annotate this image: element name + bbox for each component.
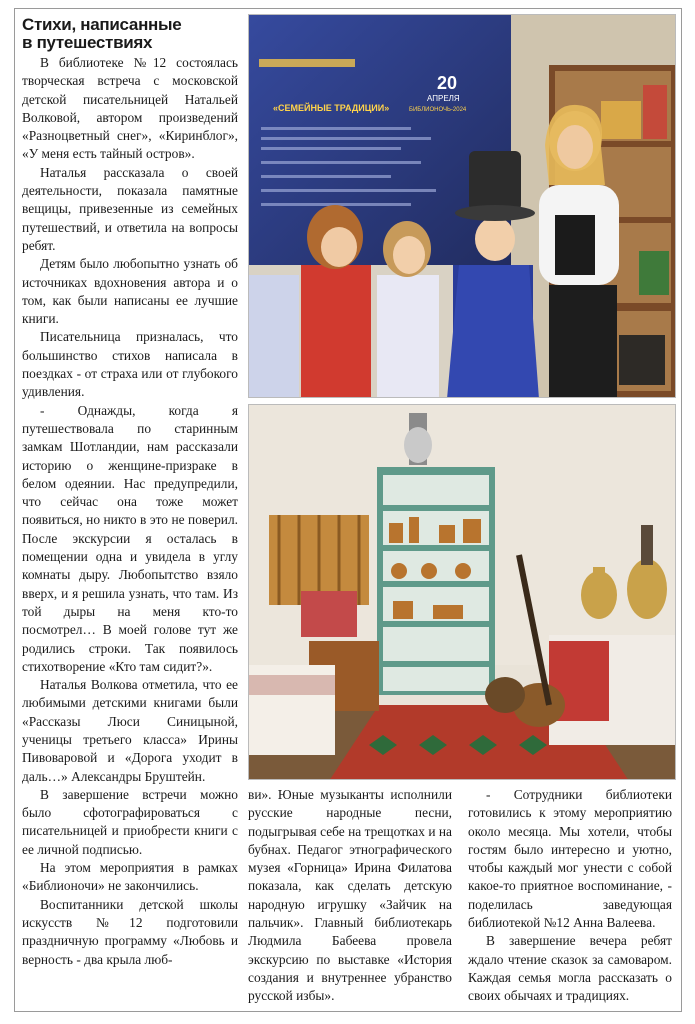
paragraph: Детям было любопытно узнать об источниках вдохновения автора и о том, как были написаны ее лучшие книги. [22,256,238,327]
screen-date: 20 [437,73,458,93]
paragraph: На этом мероприятия в рамках «Библионочи» не закончились. [22,860,238,894]
event-photo [248,14,676,398]
article-headline [22,16,238,52]
paragraph: Писательница призналась, что большинство стихов написала в поездках - от страха или от глубокого удивления. [22,329,238,400]
right-column [468,786,672,1006]
bottom-columns [248,786,676,1010]
paragraph: Наталья Волкова отметила, что ее любимыми детскими книгами были «Рассказы Люси Синицыной, ученицы третьего класса» Ирины Пивоваровой и «Дорога уходит в даль…» Александры Бруштейн. [22,677,238,784]
middle-column [248,786,452,1006]
paragraph: В завершение встречи можно было сфотографироваться с писательницей и приобрести книги с ее личной подписью. [22,786,238,857]
paragraph: ви». Юные музыканты исполнили русские народные песни, подыгрывая себе на трещотках и на бубнах. Педагог этнографического музея «Горница» Ирина Филатова показала, как сделать детскую народную игрушку «Зайчик на пальчик». Главный библиотекарь Людмила Бабеева провела экскурсию по выставке «История создания и внутреннее убранство русской избы». [248,787,452,1004]
paragraph: Воспитанники детской школы искусств №12 подготовили праздничную программу «Любовь и верность - два крыла люб- [22,896,238,967]
headline-line-2: в путешествиях [22,33,153,52]
screen-event: БИБЛИОНОЧЬ-2024 [409,107,467,113]
screen-title: «СЕМЕЙНЫЕ ТРАДИЦИИ» [273,103,390,113]
paragraph: - Сотрудники библиотеки готовились к этому мероприятию около месяца. Мы хотели, чтобы гостям было интересно и уютно, чтобы каждый мог унести с собой какое-то приятное воспоминание, - поделилась заведующая библиотекой №12 Анна Валеева. [468,787,672,931]
exhibit-photo [248,404,676,780]
paragraph: В библиотеке №12 состоялась творческая встреча с московской детской писательницей Натальей Волковой, автором произведений «Разноцветный снег», «Киринблог», «У меня есть тайный остров». [22,55,238,162]
paragraph: В завершение вечера ребят ждало чтение сказок за самоваром. Каждая семья могла рассказать о своих обычаях и традициях. [468,933,672,1004]
screen-month: АПРЕЛЯ [427,94,460,103]
left-column [22,16,238,1012]
paragraph: - Однажды, когда я путешествовала по старинным замкам Шотландии, нам рассказали историю о женщине-призраке в белом одеянии. Нас предупредили, что сейчас она тоже может появиться, но никто в это не поверил. После экскурсии я осталась в помещении одна и увидела в углу комнаты дыру. Любопытство взяло вверх, и я решила узнать, что там. Из той дыры на меня кто-то посмотрел… В моей голове тут же родились строки. Так появилось стихотворение «Кто там сидит?». [22,402,238,674]
headline-line-1: Стихи, написанные [22,16,182,34]
paragraph: Наталья рассказала о своей деятельности, показала памятные вещицы, привезенные из семейных путешествий, и ответила на вопросы ребят. [22,164,238,253]
